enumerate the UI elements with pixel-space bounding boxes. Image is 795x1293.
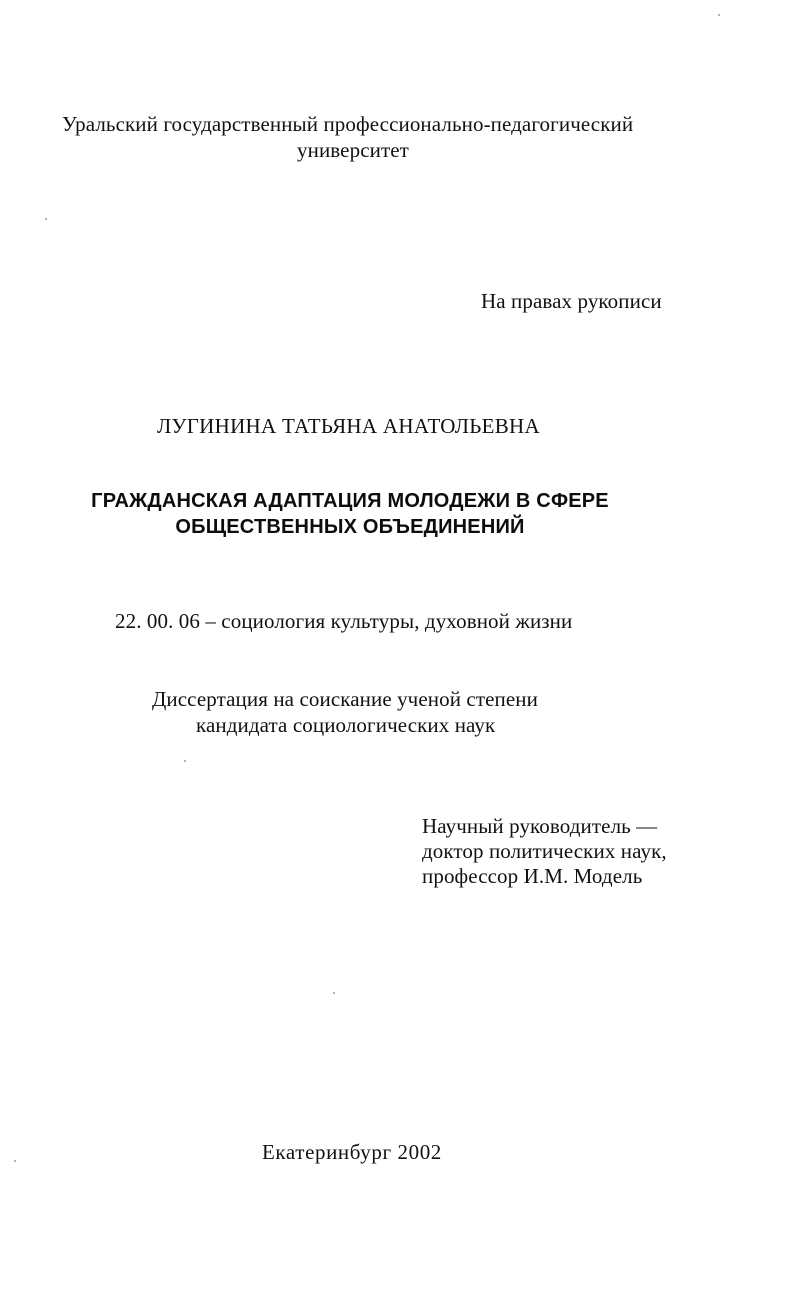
degree-line-2: кандидата социологических наук — [196, 713, 496, 737]
supervisor-line-3: профессор И.М. Модель — [422, 864, 643, 888]
scan-speck — [333, 992, 335, 994]
scan-speck — [718, 14, 720, 16]
scan-speck — [45, 218, 47, 220]
scan-speck — [184, 760, 186, 762]
supervisor-line-2: доктор политических наук, — [422, 839, 667, 863]
specialty-code: 22. 00. 06 – социология культуры, духовной жизни — [115, 609, 573, 633]
author-name: ЛУГИНИНА ТАТЬЯНА АНАТОЛЬЕВНА — [157, 414, 540, 438]
dissertation-title-line-2: ОБЩЕСТВЕННЫХ ОБЪЕДИНЕНИЙ — [175, 516, 525, 538]
manuscript-rights-note: На правах рукописи — [481, 289, 662, 313]
dissertation-title-line-1: ГРАЖДАНСКАЯ АДАПТАЦИЯ МОЛОДЕЖИ В СФЕРЕ — [91, 490, 609, 512]
place-and-year: Екатеринбург 2002 — [262, 1140, 442, 1164]
university-name-line-2: университет — [297, 138, 409, 162]
scan-speck — [14, 1160, 16, 1162]
degree-line-1: Диссертация на соискание ученой степени — [152, 687, 538, 711]
university-name-line-1: Уральский государственный профессионально-педагогический — [62, 112, 634, 136]
supervisor-line-1: Научный руководитель — — [422, 814, 658, 838]
